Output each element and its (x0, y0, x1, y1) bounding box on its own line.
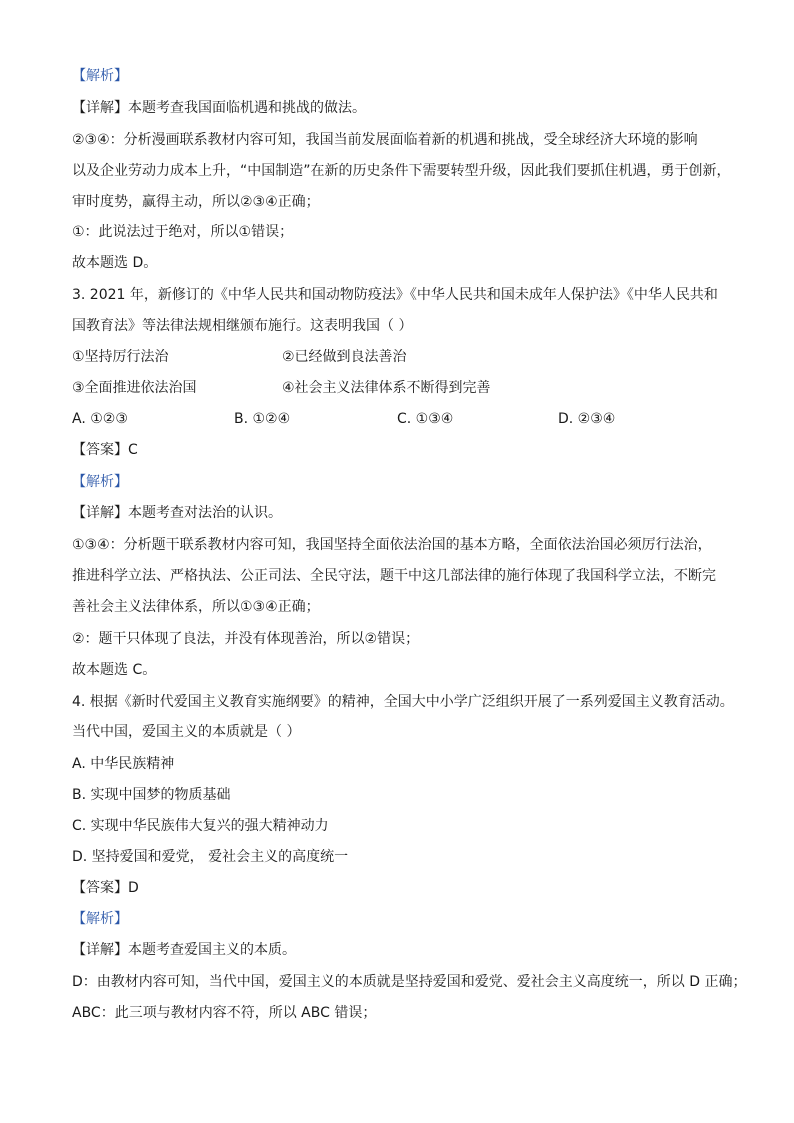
question-3-stem: 国教育法》等法律法规相继颁布施行。这表明我国（ ） (72, 318, 413, 334)
answer-line: 【答案】C (72, 442, 138, 458)
conclusion-line: 故本题选 D。 (72, 255, 158, 271)
statement-3: ③全面推进依法治国 (72, 380, 197, 396)
choice-b: B. ①②④ (234, 411, 291, 427)
explanation-line: ①：此说法过于绝对，所以①错误； (72, 224, 294, 240)
detail-line: 【详解】本题考查爱国主义的本质。 (72, 942, 296, 958)
analysis-tag: 【解析】 (72, 474, 128, 490)
explanation-line: 善社会主义法律体系，所以①③④正确； (72, 599, 320, 615)
explanation-line: ①③④：分析题干联系教材内容可知，我国坚持全面依法治国的基本方略，全面依法治国必须厉行法治， (72, 537, 712, 553)
choice-c: C. 实现中华民族伟大复兴的强大精神动力 (72, 818, 329, 834)
analysis-tag: 【解析】 (72, 68, 128, 84)
choice-a: A. ①②③ (72, 411, 128, 427)
explanation-line: ②③④：分析漫画联系教材内容可知，我国当前发展面临着新的机遇和挑战，受全球经济大环境的影响 (72, 132, 698, 148)
explanation-line: 以及企业劳动力成本上升，“中国制造”在新的历史条件下需要转型升级，因此我们要抓住机遇，勇于创新， (72, 163, 731, 179)
explanation-line: ABC：此三项与教材内容不符，所以 ABC 错误； (72, 1005, 377, 1021)
question-4-stem: 4. 根据《新时代爱国主义教育实施纲要》的精神，全国大中小学广泛组织开展了一系列爱国主义教育活动。 (72, 694, 734, 710)
statement-4: ④社会主义法律体系不断得到完善 (282, 380, 491, 396)
question-3-stem: 3. 2021 年，新修订的《中华人民共和国动物防疫法》《中华人民共和国未成年人保护法》《中华人民共和 (72, 287, 718, 303)
statement-2: ②已经做到良法善治 (282, 349, 407, 365)
choice-c: C. ①③④ (397, 411, 454, 427)
explanation-line: 推进科学立法、严格执法、公正司法、全民守法，题干中这几部法律的施行体现了我国科学立法，不断完 (72, 568, 716, 584)
detail-line: 【详解】本题考查对法治的认识。 (72, 505, 282, 521)
choice-d: D. ②③④ (558, 411, 616, 427)
statement-1: ①坚持厉行法治 (72, 349, 169, 365)
choice-b: B. 实现中国梦的物质基础 (72, 787, 231, 803)
question-4-stem: 当代中国，爱国主义的本质就是（ ） (72, 724, 301, 740)
explanation-line: ②：题干只体现了良法，并没有体现善治，所以②错误； (72, 631, 420, 647)
choice-d: D. 坚持爱国和爱党， 爱社会主义的高度统一 (72, 849, 349, 865)
analysis-tag: 【解析】 (72, 911, 128, 927)
detail-line: 【详解】本题考查我国面临机遇和挑战的做法。 (72, 100, 366, 116)
explanation-line: D：由教材内容可知，当代中国，爱国主义的本质就是坚持爱国和爱党、爱社会主义高度统一，所以 D 正确； (72, 974, 747, 990)
choice-a: A. 中华民族精神 (72, 756, 175, 772)
explanation-line: 审时度势，赢得主动，所以②③④正确； (72, 194, 320, 210)
answer-line: 【答案】D (72, 880, 139, 896)
conclusion-line: 故本题选 C。 (72, 662, 157, 678)
